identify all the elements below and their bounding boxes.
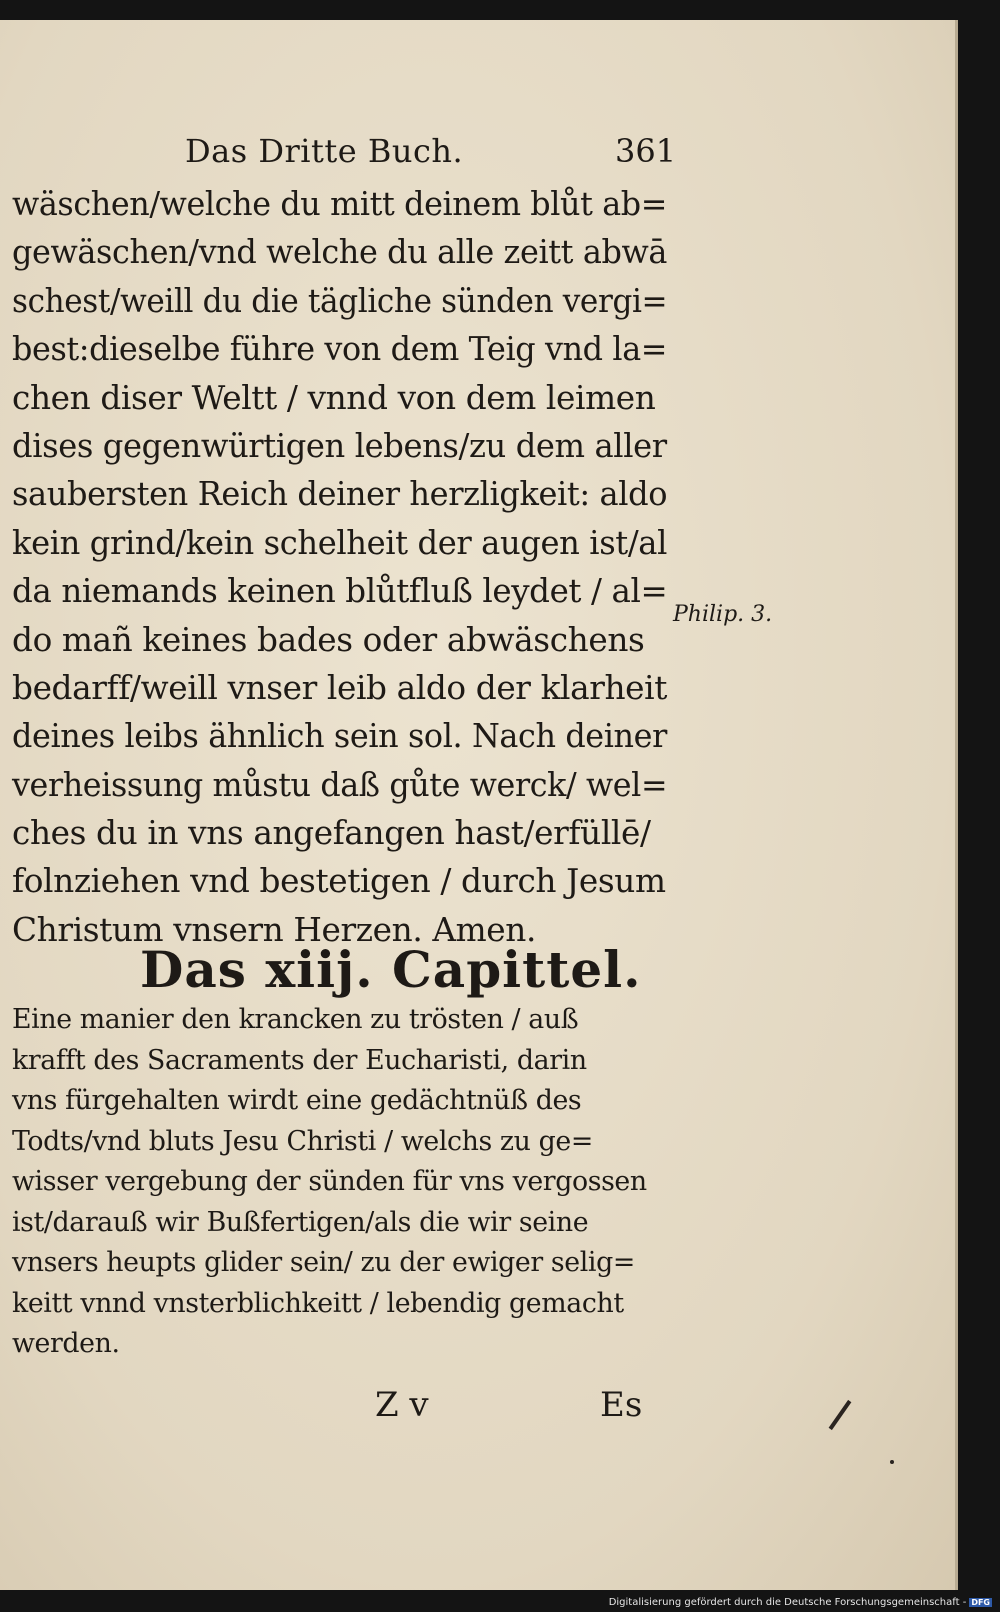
ink-stroke-mark — [829, 1400, 852, 1430]
dfg-logo-icon: DFG — [971, 1598, 990, 1607]
page-number: 361 — [615, 132, 677, 170]
body-line: Christum vnsern Herzen. Amen. — [12, 909, 536, 949]
footer-text: Digitalisierung gefördert durch die Deutsche Forschungsgemeinschaft - — [608, 1597, 967, 1608]
body-line: da niemands keinen blůtfluß leydet / al= — [12, 571, 668, 611]
body-line: do mañ keines bades oder abwäschens — [12, 619, 645, 659]
digitization-footer — [609, 1597, 992, 1608]
summary-line: krafft des Sacraments der Eucharisti, darin — [12, 1044, 587, 1076]
catchword: Es — [600, 1385, 643, 1425]
body-line: folnziehen vnd bestetigen / durch Jesum — [12, 861, 666, 901]
summary-line: werden. — [12, 1328, 120, 1359]
body-line: best:dieselbe führe von dem Teig vnd la= — [12, 329, 668, 369]
body-line: verheissung můstu daß gůte werck/ wel= — [12, 764, 668, 804]
body-line: schest/weill du die tägliche sünden vergi= — [12, 280, 668, 320]
body-line: deines leibs ähnlich sein sol. Nach deiner — [12, 716, 667, 756]
body-line: dises gegenwürtigen lebens/zu dem aller — [12, 425, 667, 465]
body-text — [12, 180, 672, 954]
running-head: Das Dritte Buch. — [185, 132, 464, 170]
summary-line: Todts/vnd bluts Jesu Christi / welchs zu ge= — [12, 1125, 593, 1157]
body-line: ches du in vns angefangen hast/erfüllē/ — [12, 813, 651, 853]
summary-line: Eine manier den krancken zu trösten / auß — [12, 1004, 579, 1035]
summary-line: keitt vnnd vnsterblichkeitt / lebendig gemacht — [12, 1287, 624, 1319]
body-line: kein grind/kein schelheit der augen ist/al — [12, 522, 667, 562]
body-line: gewäschen/vnd welche du alle zeitt abwā — [12, 232, 668, 272]
marginal-note: Philip. 3. — [673, 602, 773, 627]
summary-line: wisser vergebung der sünden für vns vergossen — [12, 1166, 647, 1197]
body-line: saubersten Reich deiner herzligkeit: aldo — [12, 474, 668, 514]
summary-line: vns fürgehalten wirdt eine gedächtnüß des — [12, 1085, 582, 1116]
body-line: bedarff/weill vnser leib aldo der klarheit — [12, 667, 668, 707]
chapter-summary — [12, 1000, 672, 1365]
summary-line: ist/darauß wir Bußfertigen/als die wir seine — [12, 1206, 589, 1238]
ink-dot-mark — [890, 1460, 894, 1464]
signature-mark: Z v — [375, 1385, 429, 1425]
summary-line: vnsers heupts glider sein/ zu der ewiger selig= — [12, 1247, 635, 1278]
chapter-heading: Das xiij. Capittel. — [140, 940, 642, 999]
body-line: wäschen/welche du mitt deinem blůt ab= — [12, 184, 668, 223]
book-page — [0, 20, 958, 1590]
body-line: chen diser Weltt / vnnd von dem leimen — [12, 377, 656, 417]
